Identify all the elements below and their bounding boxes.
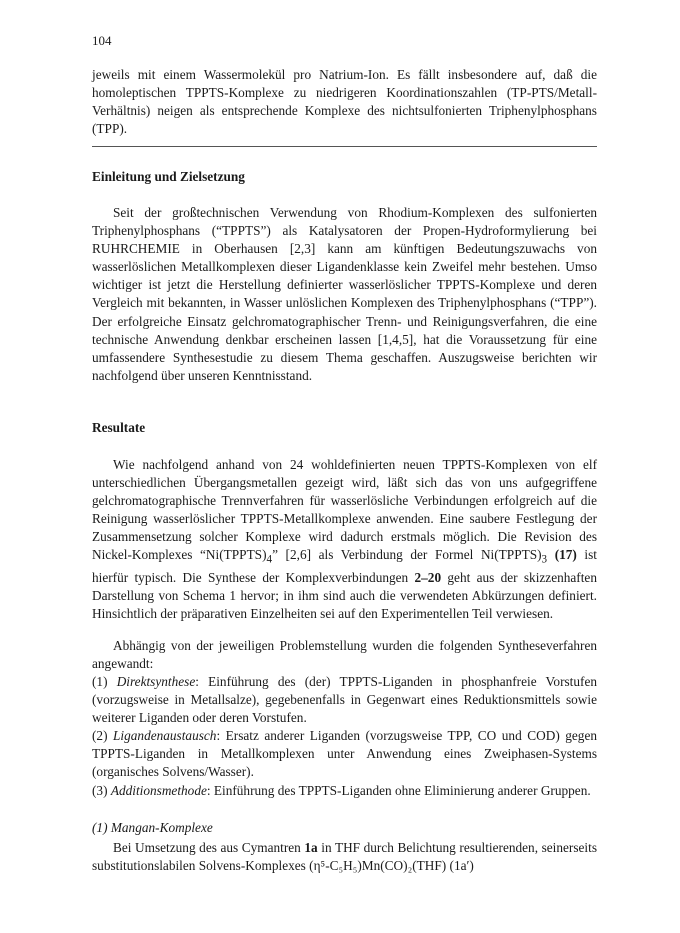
mangan-text-line2: seinerseits substitutionslabilen Solvens-Komplexes (η⁵-C₅H₅)Mn(CO)₂(THF) (1a′) (92, 840, 597, 874)
section-divider (92, 146, 597, 147)
method-name: Additionsmethode (110, 782, 207, 798)
mangan-paragraph (92, 839, 597, 875)
compound-17: (17) (554, 547, 577, 563)
resultate-paragraph-2: Abhängig von der jeweiligen Problemstellung wurden die folgenden Syntheseverfahren angewandt: (92, 638, 597, 672)
method-name: Direktsynthese (116, 674, 196, 689)
method-text: : Einführung des TPPTS-Liganden ohne Eliminierung anderer Gruppen. (206, 782, 591, 798)
resultate-text-ref: ” [2,6] als Verbindung der Formel Ni(TPPTS) (272, 547, 542, 563)
compound-1a: 1a (304, 840, 318, 855)
resultate-paragraph-1 (92, 456, 597, 624)
method-text: : Einführung des (der) TPPTS-Liganden in phosphanfreie Vorstufen (vorzugsweise in Metallsalze), gegebenenfalls in Gegenwart eines Reduktionsmittels sowie weiterer Liganden oder deren Vorstufen. (92, 674, 597, 726)
einleitung-paragraph: Seit der großtechnischen Verwendung von Rhodium-Komplexen des sulfonierten Triphenylphosphans (“TPPTS”) als Katalysatoren der Propen-Hydroformylierung bei RUHRCHEMIE in Oberhausen [2,3] kann am künftigen Bedeutungszuwachs von wasserlöslichen Metallkomplexen dieser Ligandenklasse kein Zweifel mehr bestehen. Umso wichtiger ist jetzt die Herstellung definierter wasserlöslicher TPPTS-Komplexe und deren Vergleich mit bekannten, in Wasser unlöslichen Komplexen des Triphenylphosphans (“TPP”). Der erfolgreiche Einsatz gelchromatographischer Trenn- und Reinigungsverfahren, die eine technische Anwendung denkbar erscheinen lassen [1,4,5], hat die Voraussetzung für eine umfassendere Synthesestudie zu diesem Thema geschaffen. Auszugsweise berichten wir nachfolgend über unseren Kenntnisstand. (92, 205, 597, 383)
subheading-mangan: (1) Mangan-Komplexe (92, 820, 213, 835)
subscript-3: 3 (541, 554, 548, 567)
page-number: 104 (92, 33, 112, 48)
resultate-text-a: Wie nachfolgend anhand von 24 wohldefinierten neuen TPPTS-Komplexen von elf unterschiedlichen Übergangsmetallen gezeigt wird, läßt sich das von uns aufgegriffene gelchromatographische Trennverfahren für wasserlösliche Verbindungen erfolgreich auf die Reinigung wasserlöslicher TPPTS-Metallkomplexe anwenden. Eine saubere Festlegung der Zusammensetzung solcher Komplexe wird dadurch erstmals möglich. Die Revision des Nickel-Komplexes “Ni(TPPTS) (92, 457, 597, 563)
method-item-3 (92, 782, 597, 800)
method-number: (3) (92, 782, 108, 798)
intro-text: jeweils mit einem Wassermolekül pro Natrium-Ion. Es fällt insbesondere auf, daß die homoleptischen TPPTS-Komplexe zu niedrigeren Koordinationszahlen (TP-PTS/Metall-Verhältnis) neigen als entsprechende Komplexe des nichtsulfonierten Triphenylphosphans (TPP). (92, 67, 597, 137)
section-heading-resultate: Resultate (92, 420, 146, 435)
method-text: : Ersatz anderer Liganden (vorzugsweise TPP, CO und COD) gegen TPPTS-Liganden in Metallkomplexen unter Anwendung eines Zweiphasen-Systems (organisches Solvens/Wasser). (92, 728, 597, 780)
methods-list (92, 673, 597, 800)
section-heading-einleitung: Einleitung und Zielsetzung (92, 169, 245, 184)
method-name: Ligandenaustausch (113, 728, 217, 744)
mangan-text-a: Bei Umsetzung des aus Cymantren (113, 840, 305, 855)
method-item-2 (92, 727, 597, 781)
resultate-text-mid: ist hierfür typisch. Die Synthese der Komplexverbindungen (92, 547, 597, 586)
method-number: (2) (92, 728, 108, 744)
subscript-4: 4 (266, 554, 273, 567)
method-item-1 (92, 673, 597, 727)
intro-paragraph (92, 66, 597, 138)
compound-range: 2–20 (414, 570, 442, 586)
method-number: (1) (92, 674, 108, 689)
resultate-text-after: geht aus der skizzenhaften Darstellung von Schema 1 hervor; in ihm sind auch die verwendeten Abkürzungen definiert. Hinsichtlich der präparativen Einzelheiten sei auf den Experimentellen Teil verwiesen. (92, 570, 597, 622)
mangan-text-c: in THF durch Belichtung resultierenden, (317, 840, 539, 855)
